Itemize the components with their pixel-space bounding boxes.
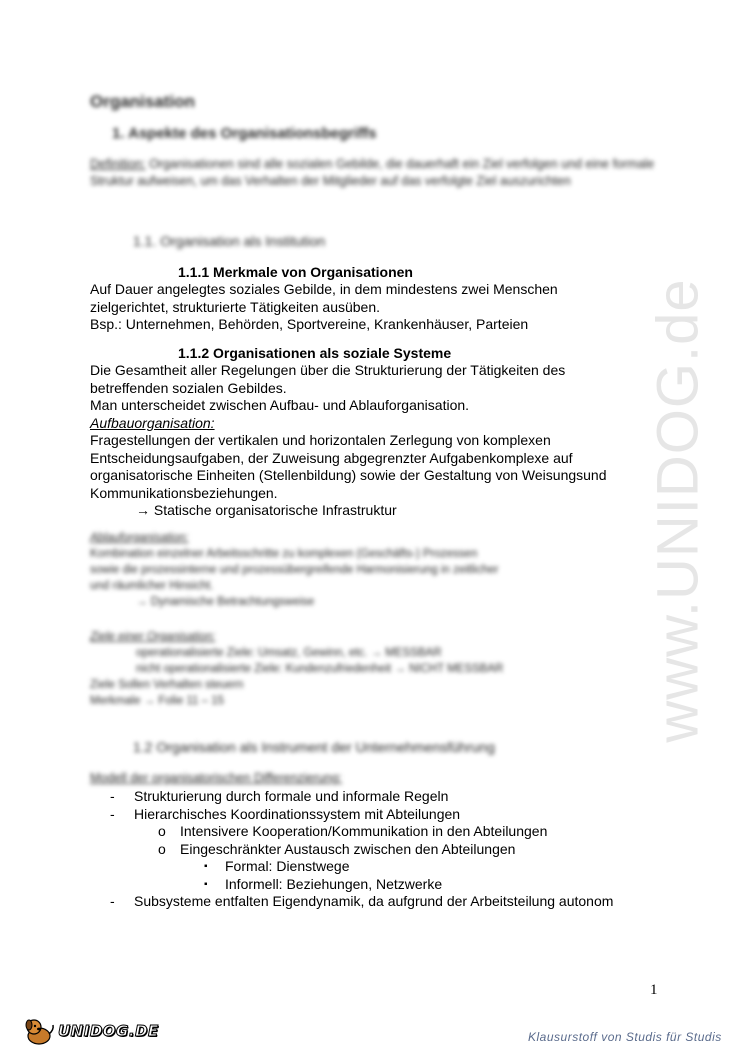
list-item: o Eingeschränkter Austausch zwischen den Abteilungen (158, 840, 516, 857)
list-item: ▪ Informell: Beziehungen, Netzwerke (204, 875, 443, 892)
section-heading-1-1-2: 1.1.2 Organisationen als soziale Systeme (178, 345, 452, 361)
section-heading-1-2: 1.2 Organisation als Instrument der Unternehmensführung (133, 739, 495, 755)
text-line: Auf Dauer angelegtes soziales Gebilde, in dem mindestens zwei Menschen (90, 281, 558, 297)
watermark: www.UNIDOG.de (645, 277, 711, 743)
text-line: Merkmale → Folie 11 – 15 (90, 695, 225, 707)
modell-label: Modell der organisatorischen Differenzierung: (90, 771, 342, 785)
merkmale-paragraph (90, 281, 558, 334)
section-heading-1-1: 1.1. Organisation als Institution (133, 233, 326, 249)
ziele-label: Ziele einer Organisation: (90, 631, 216, 643)
aufbau-label: Aufbauorganisation: (90, 414, 215, 431)
text-line: Ziele Sollen Verhalten steuern (90, 679, 244, 691)
text-line: operationalisierte Ziele: Umsatz, Gewinn, etc. → MESSBAR (136, 647, 442, 659)
list-item: - Subsysteme entfalten Eigendynamik, da aufgrund der Arbeitsteilung autonom (110, 893, 614, 909)
text-line: zielgerichtet, strukturierte Tätigkeiten ausüben. (90, 298, 381, 315)
text-line: Die Gesamtheit aller Regelungen über die Strukturierung der Tätigkeiten des (90, 362, 566, 378)
text-line: sowie die prozessinterne und prozessübergreifende Harmonisierung in zeitlicher (90, 564, 499, 576)
text-line: Entscheidungsaufgaben, der Zuweisung abgegrenzter Aufgabenkomplexe auf (90, 449, 573, 466)
logo-text: UNIDOG.DE (58, 1022, 159, 1040)
definition-label: Definition: (90, 157, 146, 171)
ablauf-paragraph (90, 530, 498, 610)
list-item: ▪ Formal: Dienstwege (204, 858, 350, 874)
ziele-paragraph (90, 629, 503, 709)
ablauf-arrow-line: → Dynamische Betrachtungsweise (136, 596, 315, 608)
definition-paragraph (90, 156, 670, 190)
section-heading-1-1-1: 1.1.1 Merkmale von Organisationen (178, 264, 413, 280)
differenzierung-list (110, 788, 613, 911)
text-line: nicht operationalisierte Ziele: Kundenzufriedenheit → NICHT MESSBAR (136, 663, 504, 675)
list-item: o Intensivere Kooperation/Kommunikation in den Abteilungen (158, 823, 548, 839)
text-line: Kommunikationsbeziehungen. (90, 484, 278, 501)
ablauf-label: Ablauforganisation: (90, 532, 189, 544)
text-line: Man unterscheidet zwischen Aufbau- und Ablauforganisation. (90, 397, 470, 413)
aufbau-arrow-line: → Statische organisatorische Infrastruktur (136, 502, 397, 518)
footer-tagline: Klausurstoff von Studis für Studis (528, 1030, 722, 1044)
text-line: Fragestellungen der vertikalen und horizontalen Zerlegung von komplexen (90, 432, 551, 448)
page-number: 1 (650, 982, 658, 998)
text-line: Kombination einzelner Arbeitsschritte zu komplexen (Geschäfts-) Prozessen (90, 548, 478, 560)
section-heading-1: 1. Aspekte des Organisationsbegriffs (112, 125, 377, 142)
text-line: betreffenden sozialen Gebildes. (90, 379, 287, 396)
text-line: organisatorische Einheiten (Stellenbildung) sowie der Gestaltung von Weisungsund (90, 467, 607, 483)
list-item: - Hierarchisches Koordinationssystem mit Abteilungen (110, 805, 461, 822)
list-item: - Strukturierung durch formale und informale Regeln (110, 788, 449, 804)
unidog-logo[interactable] (22, 1016, 159, 1046)
definition-text: Organisationen sind alle sozialen Gebilde, die dauerhaft ein Ziel verfolgen und eine formale Struktur aufweisen, um das Verhalten der Mitglieder auf das verfolgte Ziel auszurichten (90, 157, 655, 188)
text-line: Bsp.: Unternehmen, Behörden, Sportvereine, Krankenhäuser, Parteien (90, 316, 529, 332)
soziale-systeme-paragraph (90, 362, 607, 520)
dog-icon (22, 1016, 56, 1046)
document-title: Organisation (90, 92, 195, 111)
text-line: und räumlicher Hinsicht. (90, 580, 214, 592)
